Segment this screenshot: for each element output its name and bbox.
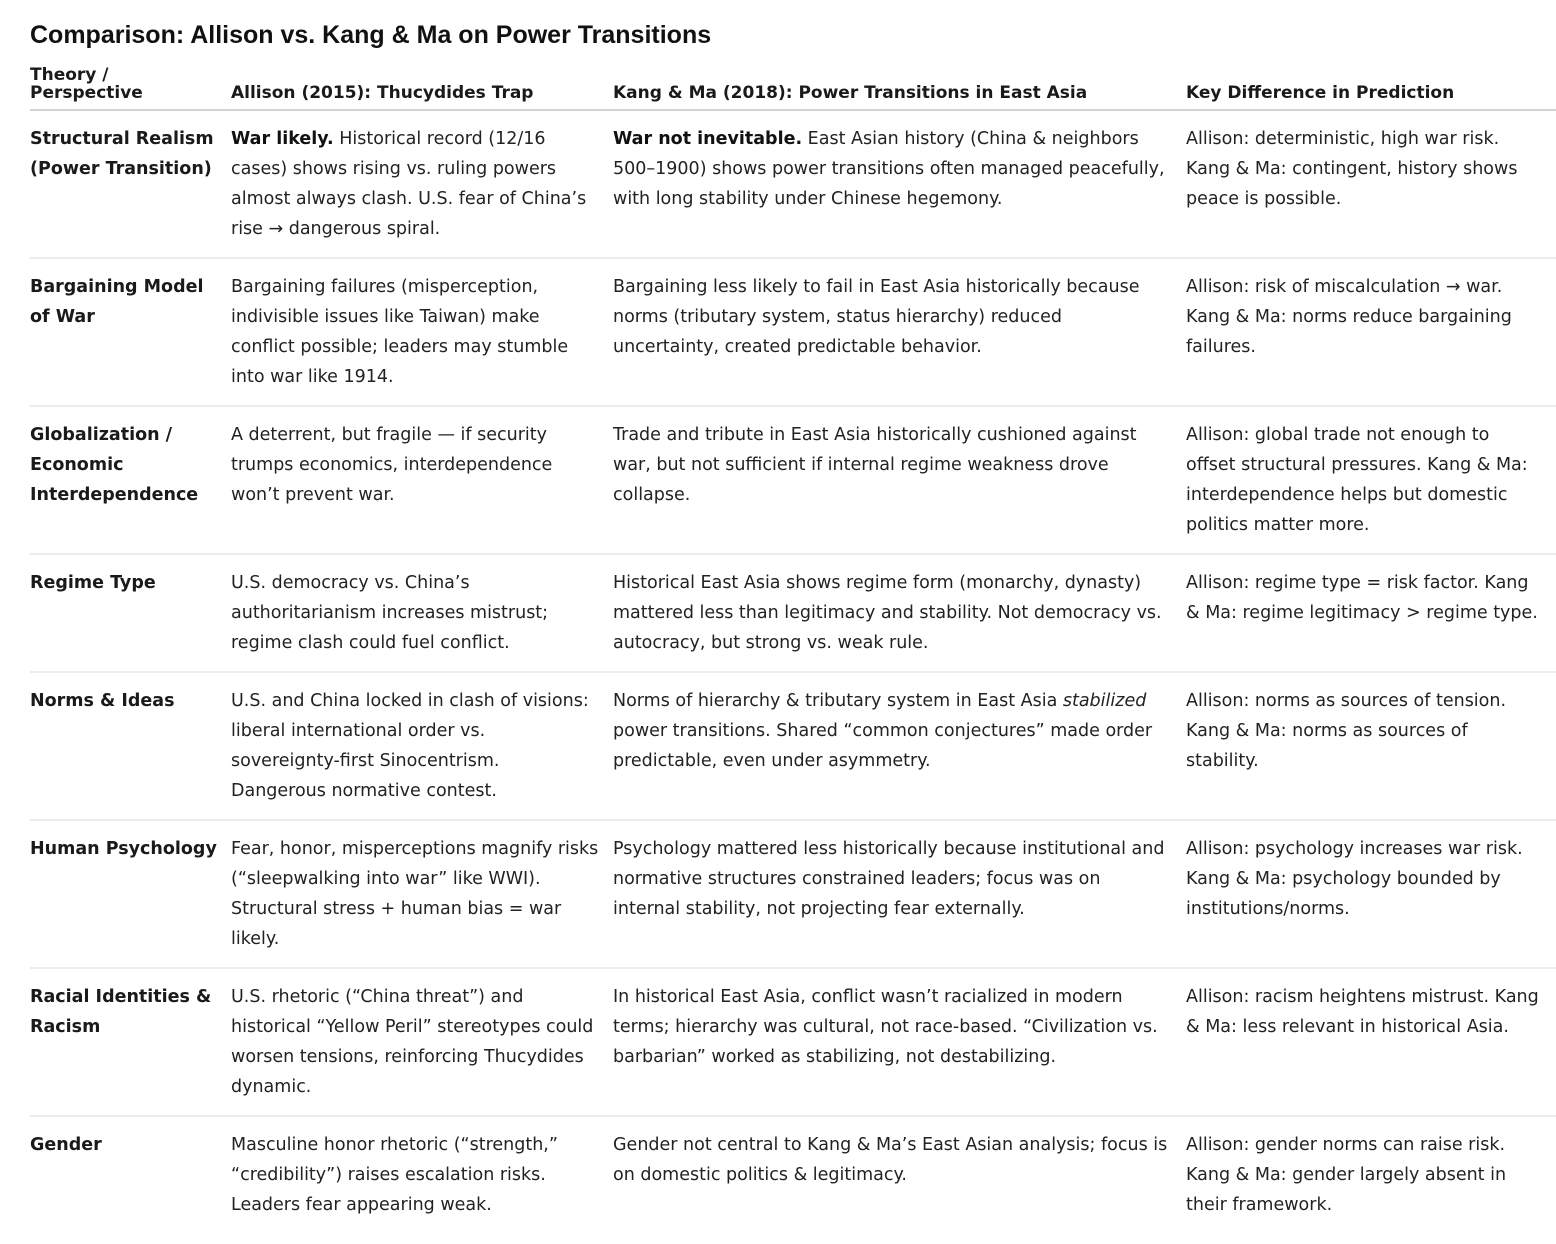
difference-cell: Allison: global trade not enough to offset structural pressures. Kang & Ma: interdependence helps but domestic politics matter more. <box>1186 406 1556 554</box>
header-kang-ma: Kang & Ma (2018): Power Transitions in East Asia <box>613 66 1186 110</box>
kang-ma-cell: Historical East Asia shows regime form (monarchy, dynasty) mattered less than legitimacy and stability. Not democracy vs. autocracy, but strong vs. weak rule. <box>613 554 1186 672</box>
kang-ma-cell: Gender not central to Kang & Ma’s East Asian analysis; focus is on domestic politics & legitimacy. <box>613 1135 1168 1185</box>
allison-cell <box>231 110 613 258</box>
kang-ma-text: power transitions. Shared “common conjectures” made order predictable, even under asymmetry. <box>613 721 1153 771</box>
difference-cell: Allison: regime type = risk factor. Kang & Ma: regime legitimacy > regime type. <box>1186 554 1556 672</box>
allison-text: Historical record (12/16 cases) shows rising vs. ruling powers almost always clash. U.S. fear of China’s rise → dangerous spiral. <box>231 129 587 239</box>
allison-cell: U.S. democracy vs. China’s authoritarianism increases mistrust; regime clash could fuel conflict. <box>231 554 613 672</box>
table-row <box>30 1116 1556 1233</box>
table-header-row <box>30 66 1556 110</box>
difference-cell: Allison: risk of miscalculation → war. Kang & Ma: norms reduce bargaining failures. <box>1186 258 1556 406</box>
theory-cell: Structural Realism (Power Transition) <box>30 110 231 258</box>
comparison-table <box>30 66 1556 1233</box>
kang-ma-cell <box>613 110 1186 258</box>
table-row <box>30 110 1556 258</box>
allison-cell: A deterrent, but fragile — if security trumps economics, interdependence won’t prevent war. <box>231 406 613 554</box>
kang-ma-text: Norms of hierarchy & tributary system in East Asia <box>613 691 1063 711</box>
theory-cell: Globalization / Economic Interdependence <box>30 406 231 554</box>
difference-cell: Allison: deterministic, high war risk. Kang & Ma: contingent, history shows peace is possible. <box>1186 110 1556 258</box>
table-row <box>30 258 1556 406</box>
table-row <box>30 968 1556 1116</box>
theory-cell: Bargaining Model of War <box>30 258 231 406</box>
kang-ma-emphasis: stabilized <box>1062 691 1147 711</box>
difference-cell: Allison: psychology increases war risk. Kang & Ma: psychology bounded by institutions/norms. <box>1186 820 1556 968</box>
header-allison: Allison (2015): Thucydides Trap <box>231 66 613 110</box>
table-row <box>30 672 1556 820</box>
difference-cell: Allison: racism heightens mistrust. Kang & Ma: less relevant in historical Asia. <box>1186 968 1556 1116</box>
table-row <box>30 406 1556 554</box>
theory-cell: Regime Type <box>30 554 231 672</box>
theory-cell: Norms & Ideas <box>30 672 231 820</box>
kang-ma-lead: War not inevitable. <box>613 129 803 149</box>
difference-cell: Allison: gender norms can raise risk. Kang & Ma: gender largely absent in their framework. <box>1186 1135 1507 1215</box>
kang-ma-text: East Asian history (China & neighbors 500–1900) shows power transitions often managed peacefully, with long stability under Chinese hegemony. <box>613 129 1165 209</box>
kang-ma-cell: Trade and tribute in East Asia historically cushioned against war, but not sufficient if internal regime weakness drove collapse. <box>613 406 1186 554</box>
theory-cell: Human Psychology <box>30 820 231 968</box>
allison-cell: U.S. and China locked in clash of visions: liberal international order vs. sovereignty-first Sinocentrism. Dangerous normative contest. <box>231 672 613 820</box>
allison-cell: Masculine honor rhetoric (“strength,” “credibility”) raises escalation risks. Leaders fear appearing weak. <box>231 1135 558 1215</box>
allison-lead: War likely. <box>231 129 334 149</box>
kang-ma-cell <box>613 672 1186 820</box>
allison-cell: Bargaining failures (misperception, indivisible issues like Taiwan) make conflict possible; leaders may stumble into war like 1914. <box>231 258 613 406</box>
table-row <box>30 820 1556 968</box>
header-key-difference: Key Difference in Prediction <box>1186 66 1556 110</box>
theory-cell: Gender <box>30 1135 102 1155</box>
difference-cell: Allison: norms as sources of tension. Kang & Ma: norms as sources of stability. <box>1186 672 1556 820</box>
table-row <box>30 554 1556 672</box>
allison-cell: Fear, honor, misperceptions magnify risks (“sleepwalking into war” like WWI). Structural stress + human bias = war likely. <box>231 820 613 968</box>
page-title: Comparison: Allison vs. Kang & Ma on Power Transitions <box>30 21 712 49</box>
kang-ma-cell: Bargaining less likely to fail in East Asia historically because norms (tributary system, status hierarchy) reduced uncertainty, created predictable behavior. <box>613 258 1186 406</box>
allison-cell: U.S. rhetoric (“China threat”) and historical “Yellow Peril” stereotypes could worsen tensions, reinforcing Thucydides dynamic. <box>231 968 613 1116</box>
theory-cell: Racial Identities & Racism <box>30 968 231 1116</box>
kang-ma-cell: In historical East Asia, conflict wasn’t racialized in modern terms; hierarchy was cultural, not race-based. “Civilization vs. barbarian” worked as stabilizing, not destabilizing. <box>613 968 1186 1116</box>
header-theory: Theory / Perspective <box>30 66 231 110</box>
kang-ma-cell: Psychology mattered less historically because institutional and normative structures constrained leaders; focus was on internal stability, not projecting fear externally. <box>613 820 1186 968</box>
